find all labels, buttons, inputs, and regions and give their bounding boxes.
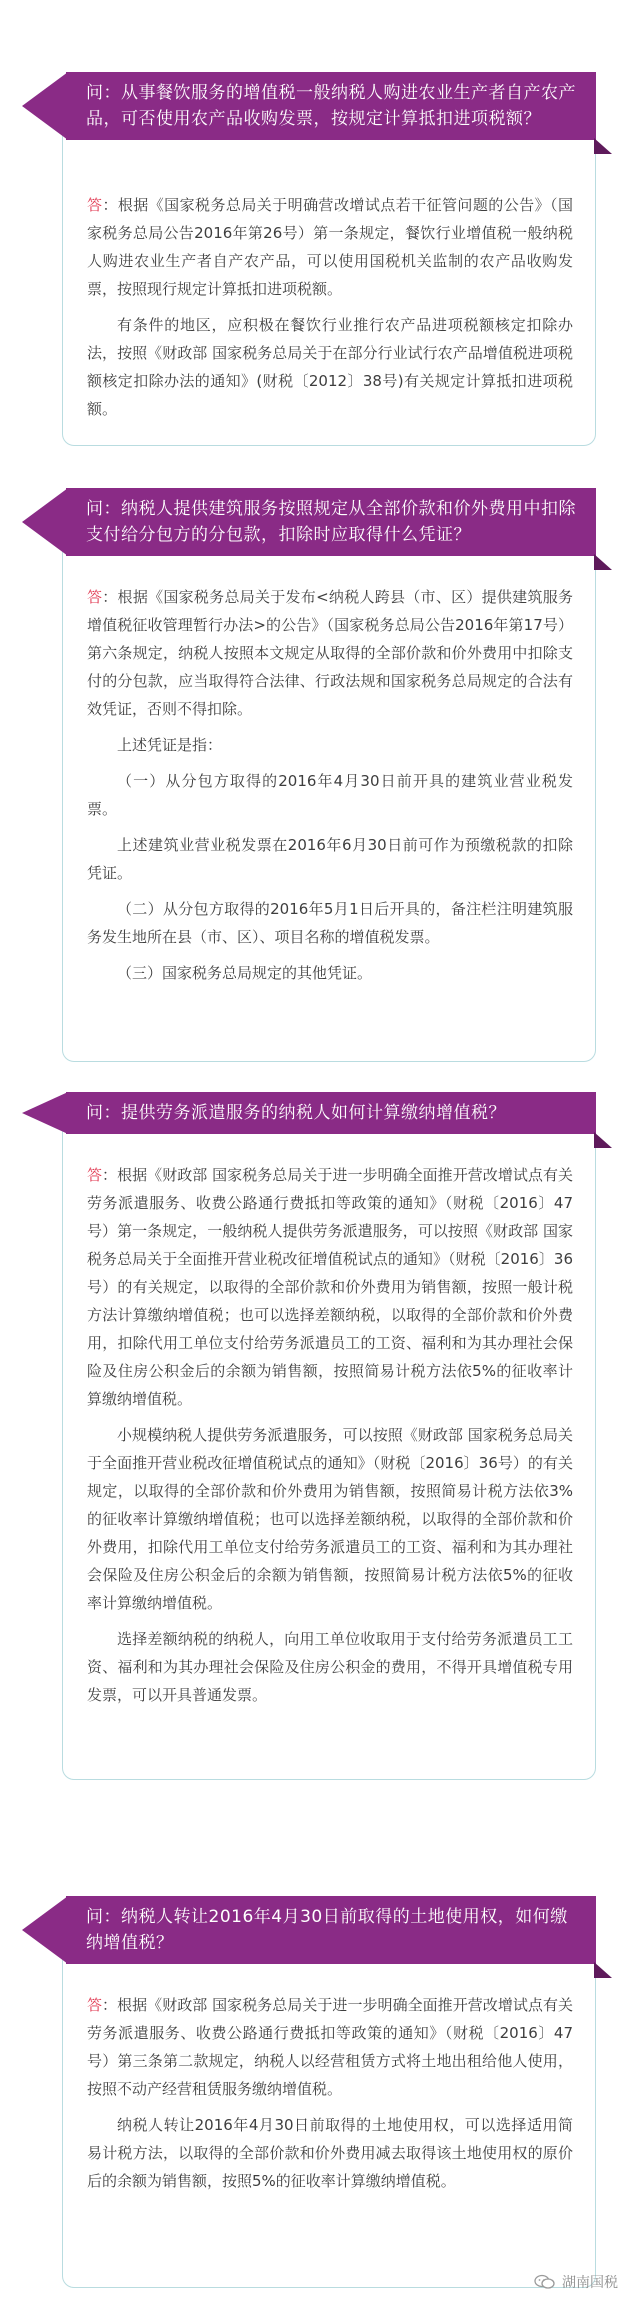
question-banner: 问：纳税人提供建筑服务按照规定从全部价款和价外费用中扣除支付给分包方的分包款，扣除时应取得什么凭证？ bbox=[66, 488, 596, 556]
answer-paragraph: （二）从分包方取得的2016年5月1日后开具的，备注栏注明建筑服务发生地所在县（市、区）、项目名称的增值税发票。 bbox=[87, 900, 573, 946]
answer-text: ：根据《国家税务总局关于明确营改增试点若干征管问题的公告》（国家税务总局公告2016年第26号）第一条规定，餐饮行业增值税一般纳税人购进农业生产者自产农产品，可以使用国税机关监制的农产品收购发票，按照现行规定计算抵扣进项税额。 bbox=[87, 196, 573, 298]
answer-paragraph: 小规模纳税人提供劳务派遣服务，可以按照《财政部 国家税务总局关于全面推开营业税改征增值税试点的通知》（财税〔2016〕36号）的有关规定，以取得的全部价款和价外费用为销售额，按照简易计税方法依3%的征收率计算缴纳增值税；也可以选择差额纳税，以取得的全部价款和价外费用，扣除代用工单位支付给劳务派遣员工的工资、福利和为其办理社会保险及住房公积金后的余额为销售额，按照简易计税方法依5%的征收率计算缴纳增值税。 bbox=[87, 1426, 573, 1612]
answer-text: ：根据《国家税务总局关于发布<纳税人跨县（市、区）提供建筑服务增值税征收管理暂行办法>的公告》（国家税务总局公告2016年第17号）第六条规定，纳税人按照本文规定从取得的全部价款和价外费用中扣除支付的分包款，应当取得符合法律、行政法规和国家税务总局规定的合法有效凭证，否则不得扣除。 bbox=[87, 588, 573, 718]
answer-paragraph: （三）国家税务总局规定的其他凭证。 bbox=[117, 964, 373, 982]
question-banner: 问：提供劳务派遣服务的纳税人如何计算缴纳增值税？ bbox=[66, 1092, 596, 1134]
answer-label: 答 bbox=[87, 196, 103, 214]
answer-label: 答 bbox=[87, 1996, 103, 2014]
answer-box bbox=[62, 1932, 596, 2288]
question-banner: 问：从事餐饮服务的增值税一般纳税人购进农业生产者自产农产品，可否使用农产品收购发票，按规定计算抵扣进项税额？ bbox=[66, 72, 596, 140]
answer-paragraph: 上述建筑业营业税发票在2016年6月30日前可作为预缴税款的扣除凭证。 bbox=[87, 836, 573, 882]
watermark-text: 湖南国税 bbox=[562, 2275, 618, 2291]
answer-first-paragraph bbox=[87, 1991, 573, 2103]
answer-paragraph: 上述凭证是指： bbox=[117, 736, 223, 754]
question-banner: 问：纳税人转让2016年4月30日前取得的土地使用权，如何缴纳增值税？ bbox=[66, 1896, 596, 1964]
answer-box bbox=[62, 118, 596, 446]
answer-first-paragraph bbox=[87, 191, 573, 303]
answer-paragraph: （一）从分包方取得的2016年4月30日前开具的建筑业营业税发票。 bbox=[87, 772, 573, 818]
answer-box bbox=[62, 1120, 596, 1780]
answer-label: 答 bbox=[87, 1166, 103, 1184]
answer-first-paragraph bbox=[87, 1161, 573, 1413]
answer-box bbox=[62, 524, 596, 1062]
answer-text: ：根据《财政部 国家税务总局关于进一步明确全面推开营改增试点有关劳务派遣服务、收费公路通行费抵扣等政策的通知》（财税〔2016〕47号）第三条第二款规定，纳税人以经营租赁方式将土地出租给他人使用，按照不动产经营租赁服务缴纳增值税。 bbox=[87, 1996, 573, 2098]
answer-paragraph: 有条件的地区，应积极在餐饮行业推行农产品进项税额核定扣除办法，按照《财政部 国家税务总局关于在部分行业试行农产品增值税进项税额核定扣除办法的通知》(财税〔2012〕38号)有关规定计算抵扣进项税额。 bbox=[87, 316, 573, 418]
wechat-icon bbox=[534, 2274, 556, 2290]
answer-paragraph: 选择差额纳税的纳税人，向用工单位收取用于支付给劳务派遣员工工资、福利和为其办理社会保险及住房公积金的费用，不得开具增值税专用发票，可以开具普通发票。 bbox=[87, 1630, 573, 1704]
answer-first-paragraph bbox=[87, 583, 573, 723]
answer-text: ：根据《财政部 国家税务总局关于进一步明确全面推开营改增试点有关劳务派遣服务、收费公路通行费抵扣等政策的通知》（财税〔2016〕47号）第一条规定，一般纳税人提供劳务派遣服务，可以按照《财政部 国家税务总局关于全面推开营业税改征增值税试点的通知》（财税〔2016〕36号）的有关规定，以取得的全部价款和价外费用为销售额，按照一般计税方法计算缴纳增值税；也可以选择差额纳税，以取得的全部价款和价外费用，扣除代用工单位支付给劳务派遣员工的工资、福利和为其办理社会保险及住房公积金后的余额为销售额，按照简易计税方法依5%的征收率计算缴纳增值税。 bbox=[87, 1166, 573, 1408]
answer-paragraph: 纳税人转让2016年4月30日前取得的土地使用权，可以选择适用简易计税方法，以取得的全部价款和价外费用减去取得该土地使用权的原价后的余额为销售额，按照5%的征收率计算缴纳增值税。 bbox=[87, 2116, 573, 2190]
answer-label: 答 bbox=[87, 588, 103, 606]
watermark bbox=[534, 2272, 618, 2292]
